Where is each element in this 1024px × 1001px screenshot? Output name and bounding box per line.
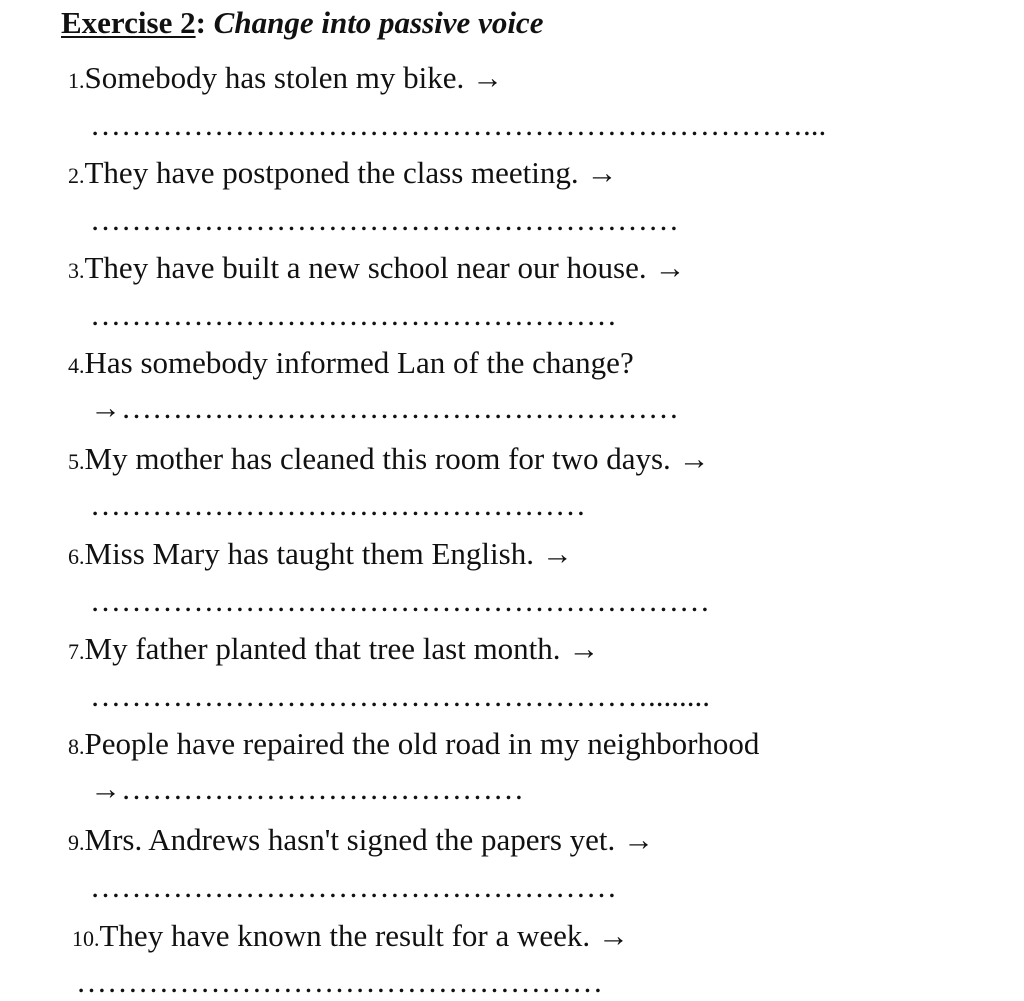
question-1 [68,58,503,104]
question-text: Somebody has stolen my bike. → [84,60,503,95]
answer-line-3[interactable] [90,300,617,330]
answer-line-7[interactable] [90,681,710,711]
question-number: 9. [68,830,85,855]
answer-dots: …………………………………………… [90,872,617,902]
question-7 [68,629,599,675]
question-5 [68,439,710,485]
answer-line-5[interactable] [90,490,586,520]
question-number: 6. [68,544,85,569]
question-text: Miss Mary has taught them English. → [84,536,573,571]
question-text: My mother has cleaned this room for two days. → [84,441,710,476]
answer-line-2[interactable] [90,205,679,235]
answer-dots: →……………………………………………… [90,393,679,423]
question-text: Has somebody informed Lan of the change? [84,345,634,380]
answer-line-10[interactable] [76,967,603,997]
question-text: My father planted that tree last month. → [84,631,600,666]
answer-dots: ……………………………………………………………... [90,110,827,140]
exercise-title [61,2,543,44]
answer-dots: …………………………………………………… [90,586,710,616]
question-9 [68,820,654,866]
question-4 [68,343,634,389]
answer-dots: →………………………………… [90,774,524,804]
answer-line-1[interactable] [90,110,826,140]
answer-line-6[interactable] [90,586,710,616]
question-number: 10. [72,926,100,951]
exercise-colon: : [195,5,206,40]
question-text: They have postponed the class meeting. → [84,155,618,190]
answer-line-4[interactable] [90,393,679,423]
question-6 [68,534,573,580]
answer-dots: ………………………………………… [90,490,586,520]
exercise-instruction: Change into passive voice [205,5,544,40]
answer-dots: ………………………………………………........ [90,681,710,711]
question-number: 5. [68,449,85,474]
question-text: Mrs. Andrews hasn't signed the papers yet. → [84,822,655,857]
answer-dots: ………………………………………………… [90,205,679,235]
question-2 [68,153,617,199]
exercise-label: Exercise 2 [61,5,196,40]
answer-line-8[interactable] [90,774,524,804]
question-text: People have repaired the old road in my neighborhood [84,726,760,761]
question-3 [68,248,685,294]
question-text: They have built a new school near our house. → [84,250,686,285]
question-number: 7. [68,639,85,664]
question-number: 2. [68,163,85,188]
question-8 [68,724,759,770]
answer-dots: …………………………………………… [90,300,617,330]
question-number: 1. [68,68,85,93]
question-number: 4. [68,353,85,378]
question-text: They have known the result for a week. → [99,918,629,953]
answer-line-9[interactable] [90,872,617,902]
question-number: 8. [68,734,85,759]
question-number: 3. [68,258,85,283]
question-10 [72,916,629,962]
answer-dots: …………………………………………… [76,967,603,997]
